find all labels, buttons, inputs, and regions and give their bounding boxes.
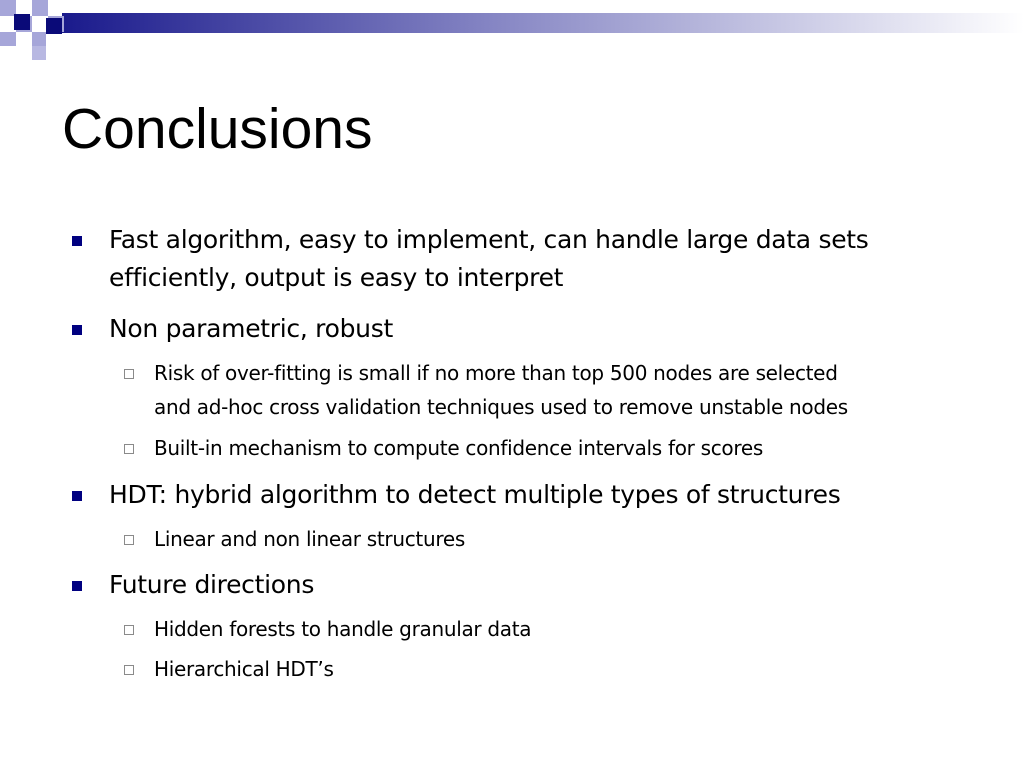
filled-square-icon [72,325,82,335]
bullet-line: efficiently, output is easy to interpret [109,263,564,292]
sub-bullet-text [154,522,994,556]
sub-bullet-text [154,612,994,646]
hollow-square-icon [124,444,134,454]
filled-square-icon [72,236,82,246]
filled-square-icon [72,581,82,591]
bullet-line: Future directions [109,570,315,599]
sub-bullet-line: Risk of over-fitting is small if no more than top 500 nodes are selected [154,361,838,385]
sub-bullet-text [154,356,994,424]
filled-square-icon [72,491,82,501]
sub-bullet-line: and ad-hoc cross validation techniques used to remove unstable nodes [154,395,848,419]
sub-bullet-line: Linear and non linear structures [154,527,465,551]
hollow-square-icon [124,665,134,675]
sub-bullet-line: Hierarchical HDT’s [154,657,334,681]
bullet-line: Non parametric, robust [109,314,393,343]
sub-bullet-line: Built-in mechanism to compute confidence intervals for scores [154,436,763,460]
hollow-square-icon [124,535,134,545]
slide-title: Conclusions [62,97,373,161]
sub-bullet-text [154,652,994,686]
sub-bullet-line: Hidden forests to handle granular data [154,617,532,641]
bullet-line: Fast algorithm, easy to implement, can handle large data sets [109,225,869,254]
bullet-line: HDT: hybrid algorithm to detect multiple types of structures [109,480,841,509]
sub-bullet-text [154,431,994,465]
hollow-square-icon [124,625,134,635]
bullet-text [109,566,989,604]
bullet-text [109,476,989,514]
bullet-text [109,310,989,348]
bullet-text [109,221,989,297]
hollow-square-icon [124,369,134,379]
